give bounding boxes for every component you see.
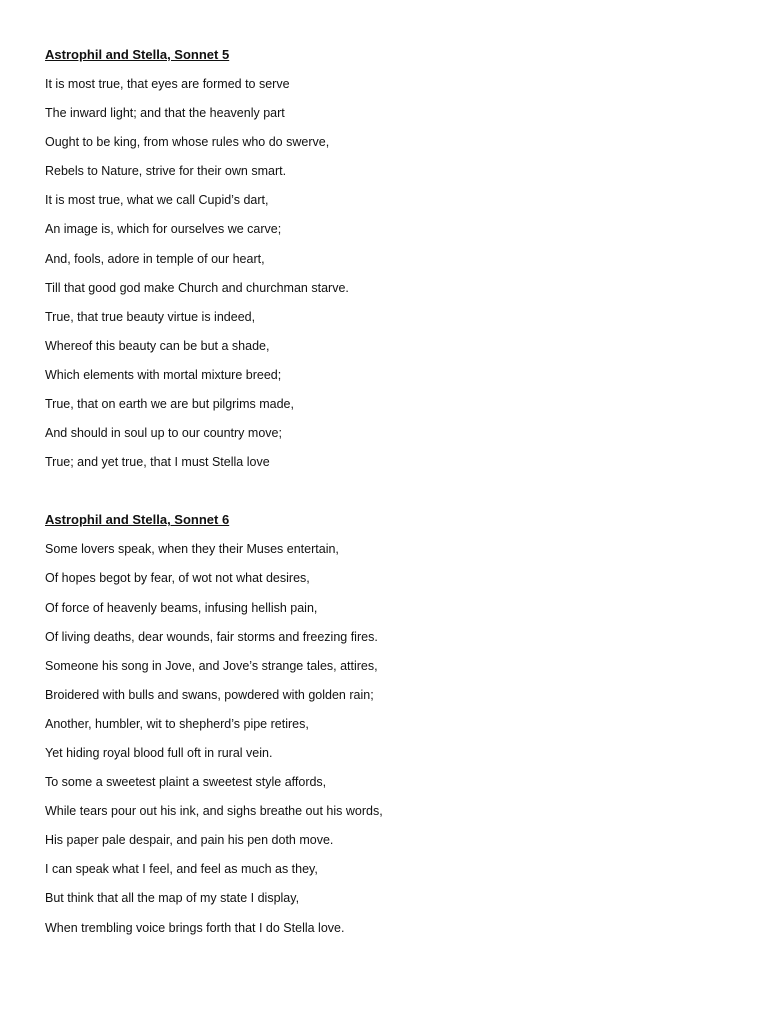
poem-line: Whereof this beauty can be but a shade, xyxy=(45,338,270,353)
sonnet-5 xyxy=(45,45,735,472)
poem-line: Which elements with mortal mixture breed; xyxy=(45,367,282,382)
poem-line: Someone his song in Jove, and Jove’s strange tales, attires, xyxy=(45,658,378,673)
poem-line: I can speak what I feel, and feel as much as they, xyxy=(45,862,318,877)
sonnet-title: Astrophil and Stella, Sonnet 6 xyxy=(45,512,230,528)
poem-line: The inward light; and that the heavenly part xyxy=(45,106,285,121)
poem-line: Some lovers speak, when they their Muses entertain, xyxy=(45,542,339,557)
poem-line: To some a sweetest plaint a sweetest style affords, xyxy=(45,775,327,790)
poem-line: When trembling voice brings forth that I do Stella love. xyxy=(45,920,345,935)
poem-line: Till that good god make Church and churchman starve. xyxy=(45,280,349,295)
poem-line: True; and yet true, that I must Stella love xyxy=(45,455,270,470)
poem-line: Of force of heavenly beams, infusing hellish pain, xyxy=(45,600,318,615)
poem-line: True, that true beauty virtue is indeed, xyxy=(45,309,256,324)
poem-line: Ought to be king, from whose rules who do swerve, xyxy=(45,135,330,150)
poem-line: An image is, which for ourselves we carve; xyxy=(45,222,282,237)
document-page xyxy=(45,45,735,947)
poem-line: But think that all the map of my state I display, xyxy=(45,891,300,906)
poem-line: His paper pale despair, and pain his pen doth move. xyxy=(45,833,334,848)
poem-line: Another, humbler, wit to shepherd’s pipe retires, xyxy=(45,716,309,731)
poem-line: True, that on earth we are but pilgrims made, xyxy=(45,397,294,412)
poem-line: Yet hiding royal blood full oft in rural vein. xyxy=(45,745,273,760)
section-spacer xyxy=(45,481,735,510)
poem-line: Of hopes begot by fear, of wot not what desires, xyxy=(45,571,310,586)
sonnet-6 xyxy=(45,510,735,937)
poem-line: It is most true, what we call Cupid’s dart, xyxy=(45,193,269,208)
poem-line: And should in soul up to our country move; xyxy=(45,426,282,441)
poem-line: Of living deaths, dear wounds, fair storms and freezing fires. xyxy=(45,629,378,644)
poem-line: And, fools, adore in temple of our heart, xyxy=(45,251,265,266)
poem-line: While tears pour out his ink, and sighs breathe out his words, xyxy=(45,804,383,819)
poem-line: It is most true, that eyes are formed to serve xyxy=(45,77,290,91)
sonnet-title: Astrophil and Stella, Sonnet 5 xyxy=(45,47,230,62)
poem-line: Broidered with bulls and swans, powdered with golden rain; xyxy=(45,687,374,702)
poem-line: Rebels to Nature, strive for their own smart. xyxy=(45,164,287,179)
